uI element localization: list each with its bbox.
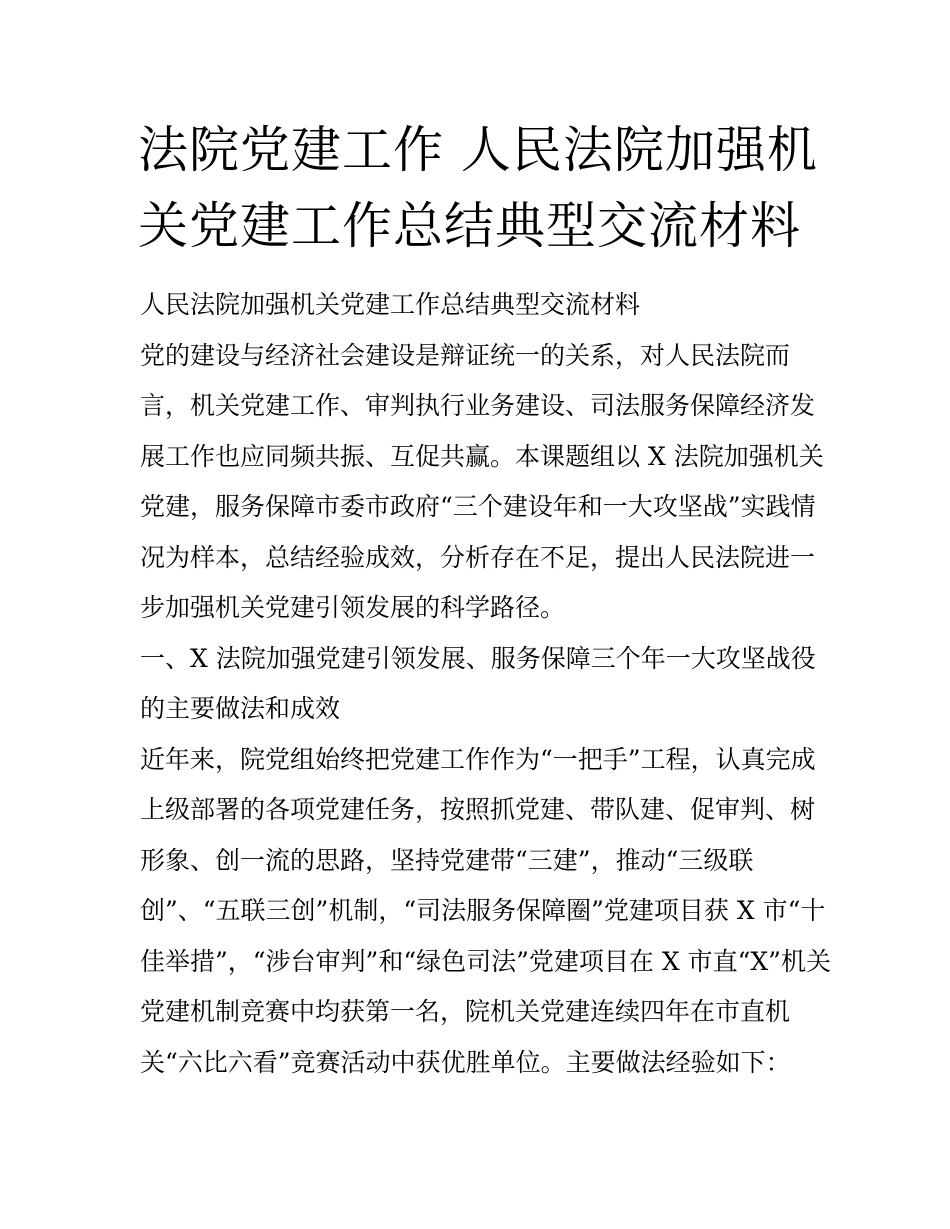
section-heading-line: 的主要做法和成效	[140, 694, 341, 723]
document-title	[138, 112, 818, 264]
paragraph-line: 言，机关党建工作、审判执行业务建设、司法服务保障经济发	[140, 391, 816, 420]
paragraph-line: 形象、创一流的思路，坚持党建带“三建”，推动“三级联	[140, 845, 754, 875]
title-line-2: 关党建工作总结典型交流材料	[138, 197, 801, 255]
paragraph-line: 上级部署的各项党建任务，按照抓党建、带队建、促审判、树	[140, 795, 816, 824]
paragraph-line: 近年来，院党组始终把党建工作作为“一把手”工程，认真完成	[140, 744, 816, 774]
paragraph-line: 况为样本，总结经验成效，分析存在不足，提出人民法院进一	[140, 542, 816, 572]
paragraph-line: 党建，服务保障市委市政府“三个建设年和一大攻坚战”实践情	[140, 492, 816, 521]
paragraph-line: 党的建设与经济社会建设是辩证统一的关系，对人民法院而	[140, 340, 791, 370]
section-heading-line: 一、X 法院加强党建引领发展、服务保障三个年一大攻坚战役	[140, 643, 816, 673]
document-body	[140, 280, 831, 1088]
paragraph-line: 创”、“五联三创”机制，“司法服务保障圈”党建项目获 X 市“十	[140, 896, 826, 925]
paragraph-line: 佳举措”，“涉台审判”和“绿色司法”党建项目在 X 市直“X”机关	[140, 946, 831, 976]
subtitle-line: 人民法院加强机关党建工作总结典型交流材料	[140, 290, 641, 319]
paragraph-line: 党建机制竞赛中均获第一名，院机关党建连续四年在市直机	[140, 997, 791, 1026]
paragraph-line: 关“六比六看”竞赛活动中获优胜单位。主要做法经验如下：	[140, 1047, 791, 1077]
title-line-1: 法院党建工作 人民法院加强机	[138, 121, 818, 179]
paragraph-line: 步加强机关党建引领发展的科学路径。	[140, 593, 566, 622]
paragraph-line: 展工作也应同频共振、互促共赢。本课题组以 X 法院加强机关	[140, 441, 824, 471]
